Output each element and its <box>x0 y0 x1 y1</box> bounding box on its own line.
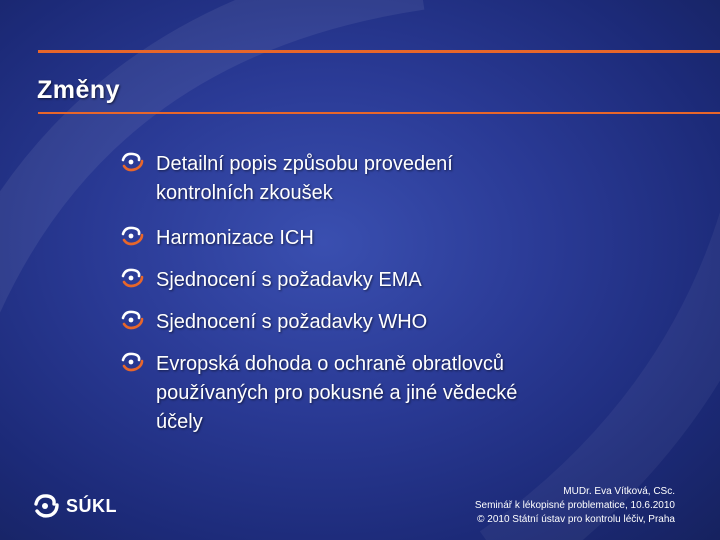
swirl-bullet-icon <box>120 351 146 373</box>
swirl-bullet-icon <box>120 225 146 247</box>
bullet-item <box>120 150 660 208</box>
bullet-item <box>120 350 660 437</box>
footer-copyright: © 2010 Státní ústav pro kontrolu léčiv, Praha <box>477 514 675 525</box>
swirl-bullet-icon <box>120 267 146 289</box>
title-underline <box>38 112 720 114</box>
swirl-bullet-icon <box>120 151 146 173</box>
bullet-item <box>120 224 660 253</box>
bullet-item <box>120 308 660 337</box>
bullet-text-line: Detailní popis způsobu provedení <box>156 153 453 175</box>
sukl-logo <box>32 492 117 520</box>
bullet-text-line: Sjednocení s požadavky WHO <box>156 311 428 333</box>
swirl-bullet-icon <box>120 309 146 331</box>
footer-credits <box>475 485 675 527</box>
top-accent-line <box>38 50 720 53</box>
sukl-logo-icon <box>32 492 60 520</box>
bullet-text-line: Evropská dohoda o ochraně obratlovců <box>156 353 505 375</box>
bullet-item <box>120 266 660 295</box>
logo-text: SÚKL <box>66 495 117 516</box>
bullet-text-line: Harmonizace ICH <box>156 227 314 249</box>
footer-seminar: Seminář k lékopisné problematice, 10.6.2010 <box>474 500 675 511</box>
bullet-text-line: kontrolních zkoušek <box>156 182 333 204</box>
bullet-text-line: používaných pro pokusné a jiné vědecké <box>156 382 518 404</box>
footer-author: MUDr. Eva Vítková, CSc. <box>563 486 675 497</box>
bullet-text-line: Sjednocení s požadavky EMA <box>156 269 422 291</box>
bullet-text-line: účely <box>156 411 203 433</box>
slide-title: Změny <box>37 76 121 104</box>
